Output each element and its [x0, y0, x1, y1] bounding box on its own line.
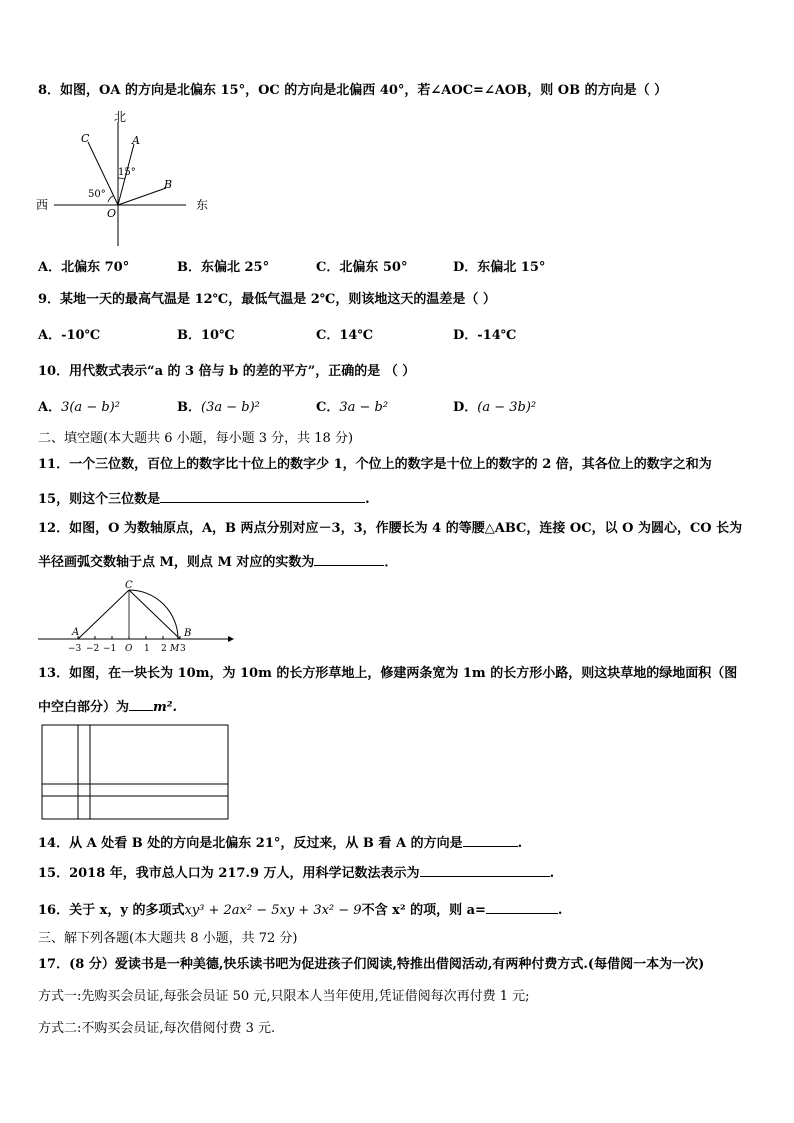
- label-b: B: [164, 178, 173, 191]
- q9-option-b: B．10℃: [177, 328, 235, 343]
- label-east: 东: [196, 198, 209, 212]
- q17-line2: 方式一:先购买会员证,每张会员证 50 元,只限本人当年使用,凭证借阅每次再付费 1 元;: [38, 989, 530, 1004]
- label-a: A: [132, 134, 140, 147]
- label-north: 北: [114, 110, 127, 124]
- tick-1: 1: [144, 644, 150, 653]
- label-b: B: [184, 628, 192, 639]
- q9-option-c: C．14℃: [316, 328, 374, 343]
- q15-answer-blank[interactable]: [420, 862, 550, 877]
- label-c: C: [81, 132, 90, 145]
- tick-minus2: −2: [86, 644, 100, 653]
- ray-ob: [118, 188, 166, 205]
- label-50deg: 50°: [88, 189, 106, 200]
- q9-text: 9．某地一天的最高气温是 12℃，最低气温是 2℃，则该地这天的温差是（ ）: [38, 292, 496, 307]
- q13-line2: 中空白部分）为 m².: [38, 696, 177, 717]
- q10-option-c: C．3a − b²: [316, 400, 389, 415]
- tick-2: 2: [161, 644, 167, 653]
- tick-m: M: [170, 644, 180, 653]
- label-o: O: [107, 207, 117, 220]
- q8-figure: [36, 108, 226, 248]
- section-2-heading: 二、填空题(本大题共 6 小题，每小题 3 分，共 18 分): [38, 431, 354, 446]
- q11-line2: 15，则这个三位数是 .: [38, 488, 370, 509]
- q12-line2: 半径画弧交数轴于点 M，则点 M 对应的实数为 ．: [38, 551, 397, 572]
- q17-line3: 方式二:不购买会员证,每次借阅付费 3 元.: [38, 1021, 276, 1036]
- q14-answer-blank[interactable]: [463, 832, 518, 847]
- q9-option-d: D．-14℃: [453, 328, 517, 343]
- label-c: C: [125, 580, 133, 591]
- q12-line1: 12．如图，O 为数轴原点，A，B 两点分别对应－3，3，作腰长为 4 的等腰△ABC，连接 OC，以 O 为圆心，CO 长为: [38, 521, 743, 536]
- q13-answer-blank[interactable]: [129, 696, 153, 711]
- q10-text: 10．用代数式表示“a 的 3 倍与 b 的差的平方”，正确的是 （ ）: [38, 364, 416, 379]
- q14-text: 14．从 A 处看 B 处的方向是北偏东 21°，反过来，从 B 看 A 的方向是 .: [38, 832, 522, 853]
- q15-text: 15．2018 年，我市总人口为 217.9 万人，用科学记数法表示为 .: [38, 862, 554, 883]
- section-3-heading: 三、解下列各题(本大题共 8 小题，共 72 分): [38, 931, 298, 946]
- label-west: 西: [36, 198, 49, 212]
- q8-text: 8．如图，OA 的方向是北偏东 15°，OC 的方向是北偏西 40°，若∠AOC=∠AOB，则 OB 的方向是（ ）: [38, 83, 668, 98]
- q8-option-a: A．北偏东 70°: [38, 260, 130, 275]
- q16-answer-blank[interactable]: [486, 899, 558, 914]
- q10-option-b: B．(3a − b)²: [177, 400, 260, 415]
- q13-line1: 13．如图，在一块长为 10m，为 10m 的长方形草地上，修建两条宽为 1m 的长方形小路，则这块草地的绿地面积（图: [38, 666, 738, 681]
- tick-minus1: −1: [103, 644, 117, 653]
- tick-minus3: −3: [68, 644, 82, 653]
- q11-line1: 11．一个三位数，百位上的数字比十位上的数字少 1，个位上的数字是十位上的数字的 2 倍，其各位上的数字之和为: [38, 457, 712, 472]
- q16-text: 16．关于 x，y 的多项式xy³ + 2ax² − 5xy + 3x² − 9不含 x² 的项，则 a= .: [38, 899, 562, 920]
- q10-option-a: A．3(a − b)²: [38, 400, 120, 415]
- q11-answer-blank[interactable]: [160, 488, 365, 503]
- q12-number-line-figure: [36, 578, 236, 653]
- tick-o: O: [125, 644, 133, 653]
- label-a: A: [72, 627, 80, 638]
- q9-option-a: A．-10℃: [38, 328, 101, 343]
- tick-3: 3: [180, 644, 186, 653]
- label-15deg: 15°: [118, 167, 136, 178]
- q17-line1: 17．(8 分）爱读书是一种美德,快乐读书吧为促进孩子们阅读,特推出借阅活动,有两种付费方式.(每借阅一本为一次): [38, 957, 705, 972]
- q8-option-c: C．北偏东 50°: [316, 260, 408, 275]
- q8-option-d: D．东偏北 15°: [453, 260, 546, 275]
- q13-rectangle-figure: [40, 723, 232, 821]
- q8-option-b: B．东偏北 25°: [177, 260, 270, 275]
- q12-answer-blank[interactable]: [314, 551, 384, 566]
- q10-option-d: D．(a − 3b)²: [453, 400, 537, 415]
